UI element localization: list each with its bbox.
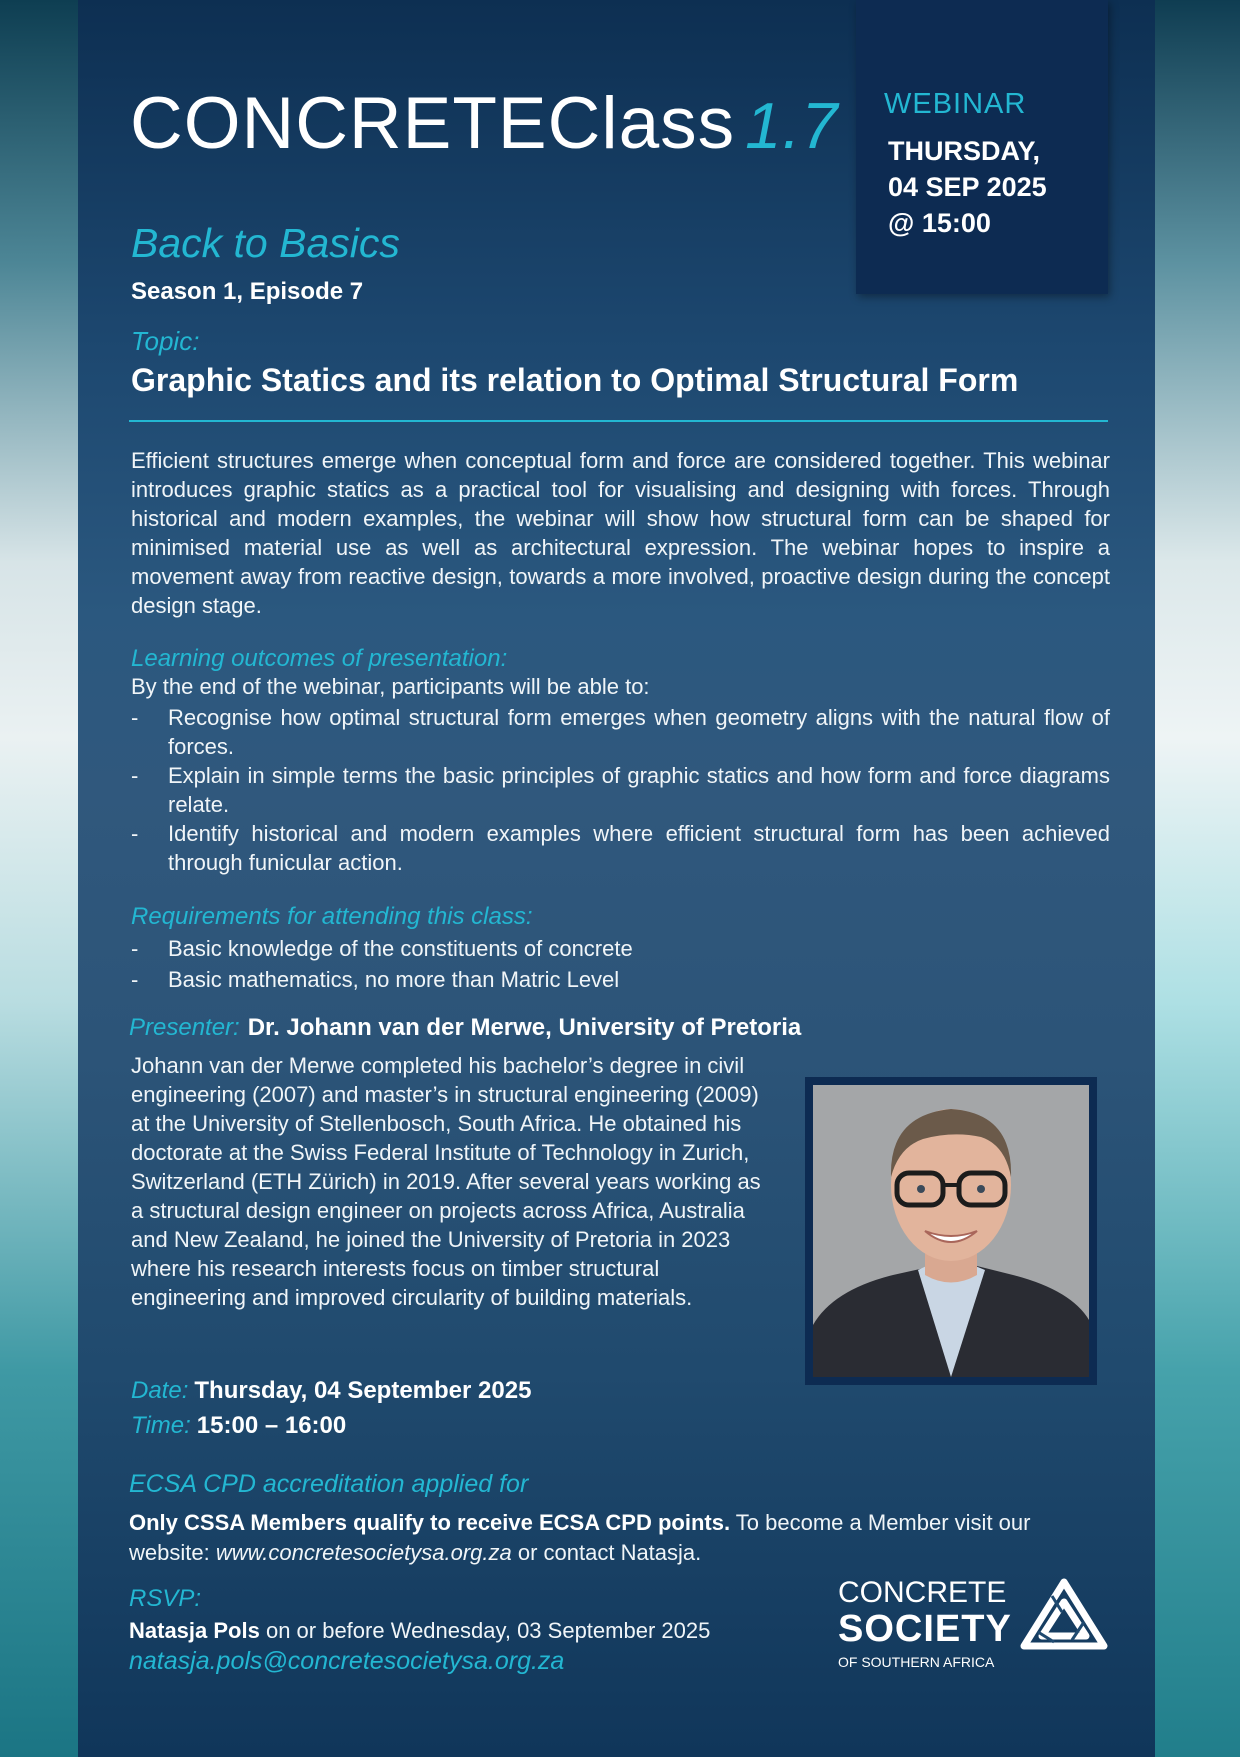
presenter-photo [813,1085,1089,1377]
presenter-label: Presenter: [129,1014,240,1041]
presenter-name: Dr. Johann van der Merwe, University of Pretoria [247,1014,802,1041]
subtitle: Back to Basics [131,220,400,266]
list-item: - Basic mathematics, no more than Matric Level [131,967,620,992]
title-main: CONCRETEClass [130,83,736,164]
intro-paragraph: Efficient structures emerge when conceptual form and force are considered together. This webinar introduces graphic statics as a practical tool for visualising and designing with forces. Through historical and modern examples, the webinar will show how structural form can be shaped for minimised material use as well as architectural expression. The webinar hopes to inspire a movement away from reactive design, towards a more involved, proactive design during the concept design stage. [131,448,1110,618]
ecsa-bold: Only CSSA Members qualify to receive ECSA CPD points. [129,1510,731,1535]
logo-line1: CONCRETE [838,1576,1007,1609]
flyer-panel [78,0,1155,1757]
concrete-society-logo [838,1576,1108,1672]
right-backdrop [1155,0,1240,1757]
rsvp-deadline: on or before Wednesday, 03 September 2025 [259,1618,711,1643]
list-item-text: Identify historical and modern examples where efficient structural form has been achieved through funicular action. [168,821,1110,875]
topic-title: Graphic Statics and its relation to Optimal Structural Form [131,362,1019,398]
requirements-heading: Requirements for attending this class: [131,903,533,930]
left-backdrop [0,0,78,1757]
divider [129,420,1108,422]
topic-label: Topic: [131,326,200,356]
date-label: Date: [131,1377,189,1404]
presenter-photo-frame [805,1077,1097,1385]
date-value: Thursday, 04 September 2025 [194,1377,532,1404]
presenter-bio: Johann van der Merwe completed his bachelor’s degree in civil engineering (2007) and master’s in structural engineering (2009) at the University of Stellenbosch, South Africa. He obtained his doctorate at the Swiss Federal Institute of Technology in Zurich, Switzerland (ETH Zürich) in 2019. After several years working as a structural design engineer on projects across Africa, Australia and New Zealand, he joined the University of Pretoria in 2023 where his research interests focus on timber structural engineering and improved circularity of building materials. [131,1053,761,1310]
logo-line2: SOCIETY [838,1608,1012,1650]
event-date [131,1377,531,1405]
rsvp-label: RSVP: [129,1585,202,1612]
logo-line3: OF SOUTHERN AFRICA [838,1654,995,1670]
list-item-text: Explain in simple terms the basic principles of graphic statics and how form and force diagrams relate. [168,763,1110,817]
webinar-time: @ 15:00 [888,208,991,238]
title-number: 1.7 [745,89,839,162]
page-title [130,82,839,165]
presenter-portrait-icon [813,1085,1089,1377]
list-item: - Recognise how optimal structural form emerges when geometry aligns with the natural flow of forces. [131,705,1110,759]
list-item: - Basic knowledge of the constituents of concrete [131,936,633,961]
learning-outcomes-intro: By the end of the webinar, participants will be able to: [131,674,650,699]
list-item: - Identify historical and modern examples where efficient structural form has been achieved through funicular action. [131,821,1110,875]
webinar-when [884,133,1108,241]
ecsa-text-b: or contact Natasja. [511,1540,702,1565]
webinar-date-box [856,0,1108,294]
list-item: - Explain in simple terms the basic principles of graphic statics and how form and force diagrams relate. [131,763,1110,817]
event-time [131,1412,346,1440]
list-item-text: Basic mathematics, no more than Matric Level [168,967,620,992]
season-episode: Season 1, Episode 7 [131,278,364,305]
learning-outcomes-list [131,703,1110,877]
list-item-text: Basic knowledge of the constituents of concrete [168,936,633,961]
triangular-knot-icon [1018,1576,1110,1652]
rsvp-name: Natasja Pols [129,1618,260,1643]
webinar-day: THURSDAY, [888,136,1041,166]
ecsa-text-a: To become a Member visit our website: [129,1510,1031,1565]
ecsa-heading: ECSA CPD accreditation applied for [129,1470,529,1498]
requirements-list [131,933,1110,995]
learning-outcomes-heading: Learning outcomes of presentation: [131,645,508,672]
webinar-date: 04 SEP 2025 [888,172,1047,202]
rsvp-email-link[interactable]: natasja.pols@concretesocietysa.org.za [129,1647,565,1675]
rsvp-text [129,1618,710,1644]
website-link[interactable]: www.concretesocietysa.org.za [215,1540,512,1565]
time-value: 15:00 – 16:00 [196,1412,347,1439]
presenter-line [129,1014,801,1042]
ecsa-text [129,1508,1089,1568]
time-label: Time: [131,1412,191,1439]
list-item-text: Recognise how optimal structural form emerges when geometry aligns with the natural flow of forces. [168,705,1110,759]
webinar-label: WEBINAR [884,88,1027,120]
